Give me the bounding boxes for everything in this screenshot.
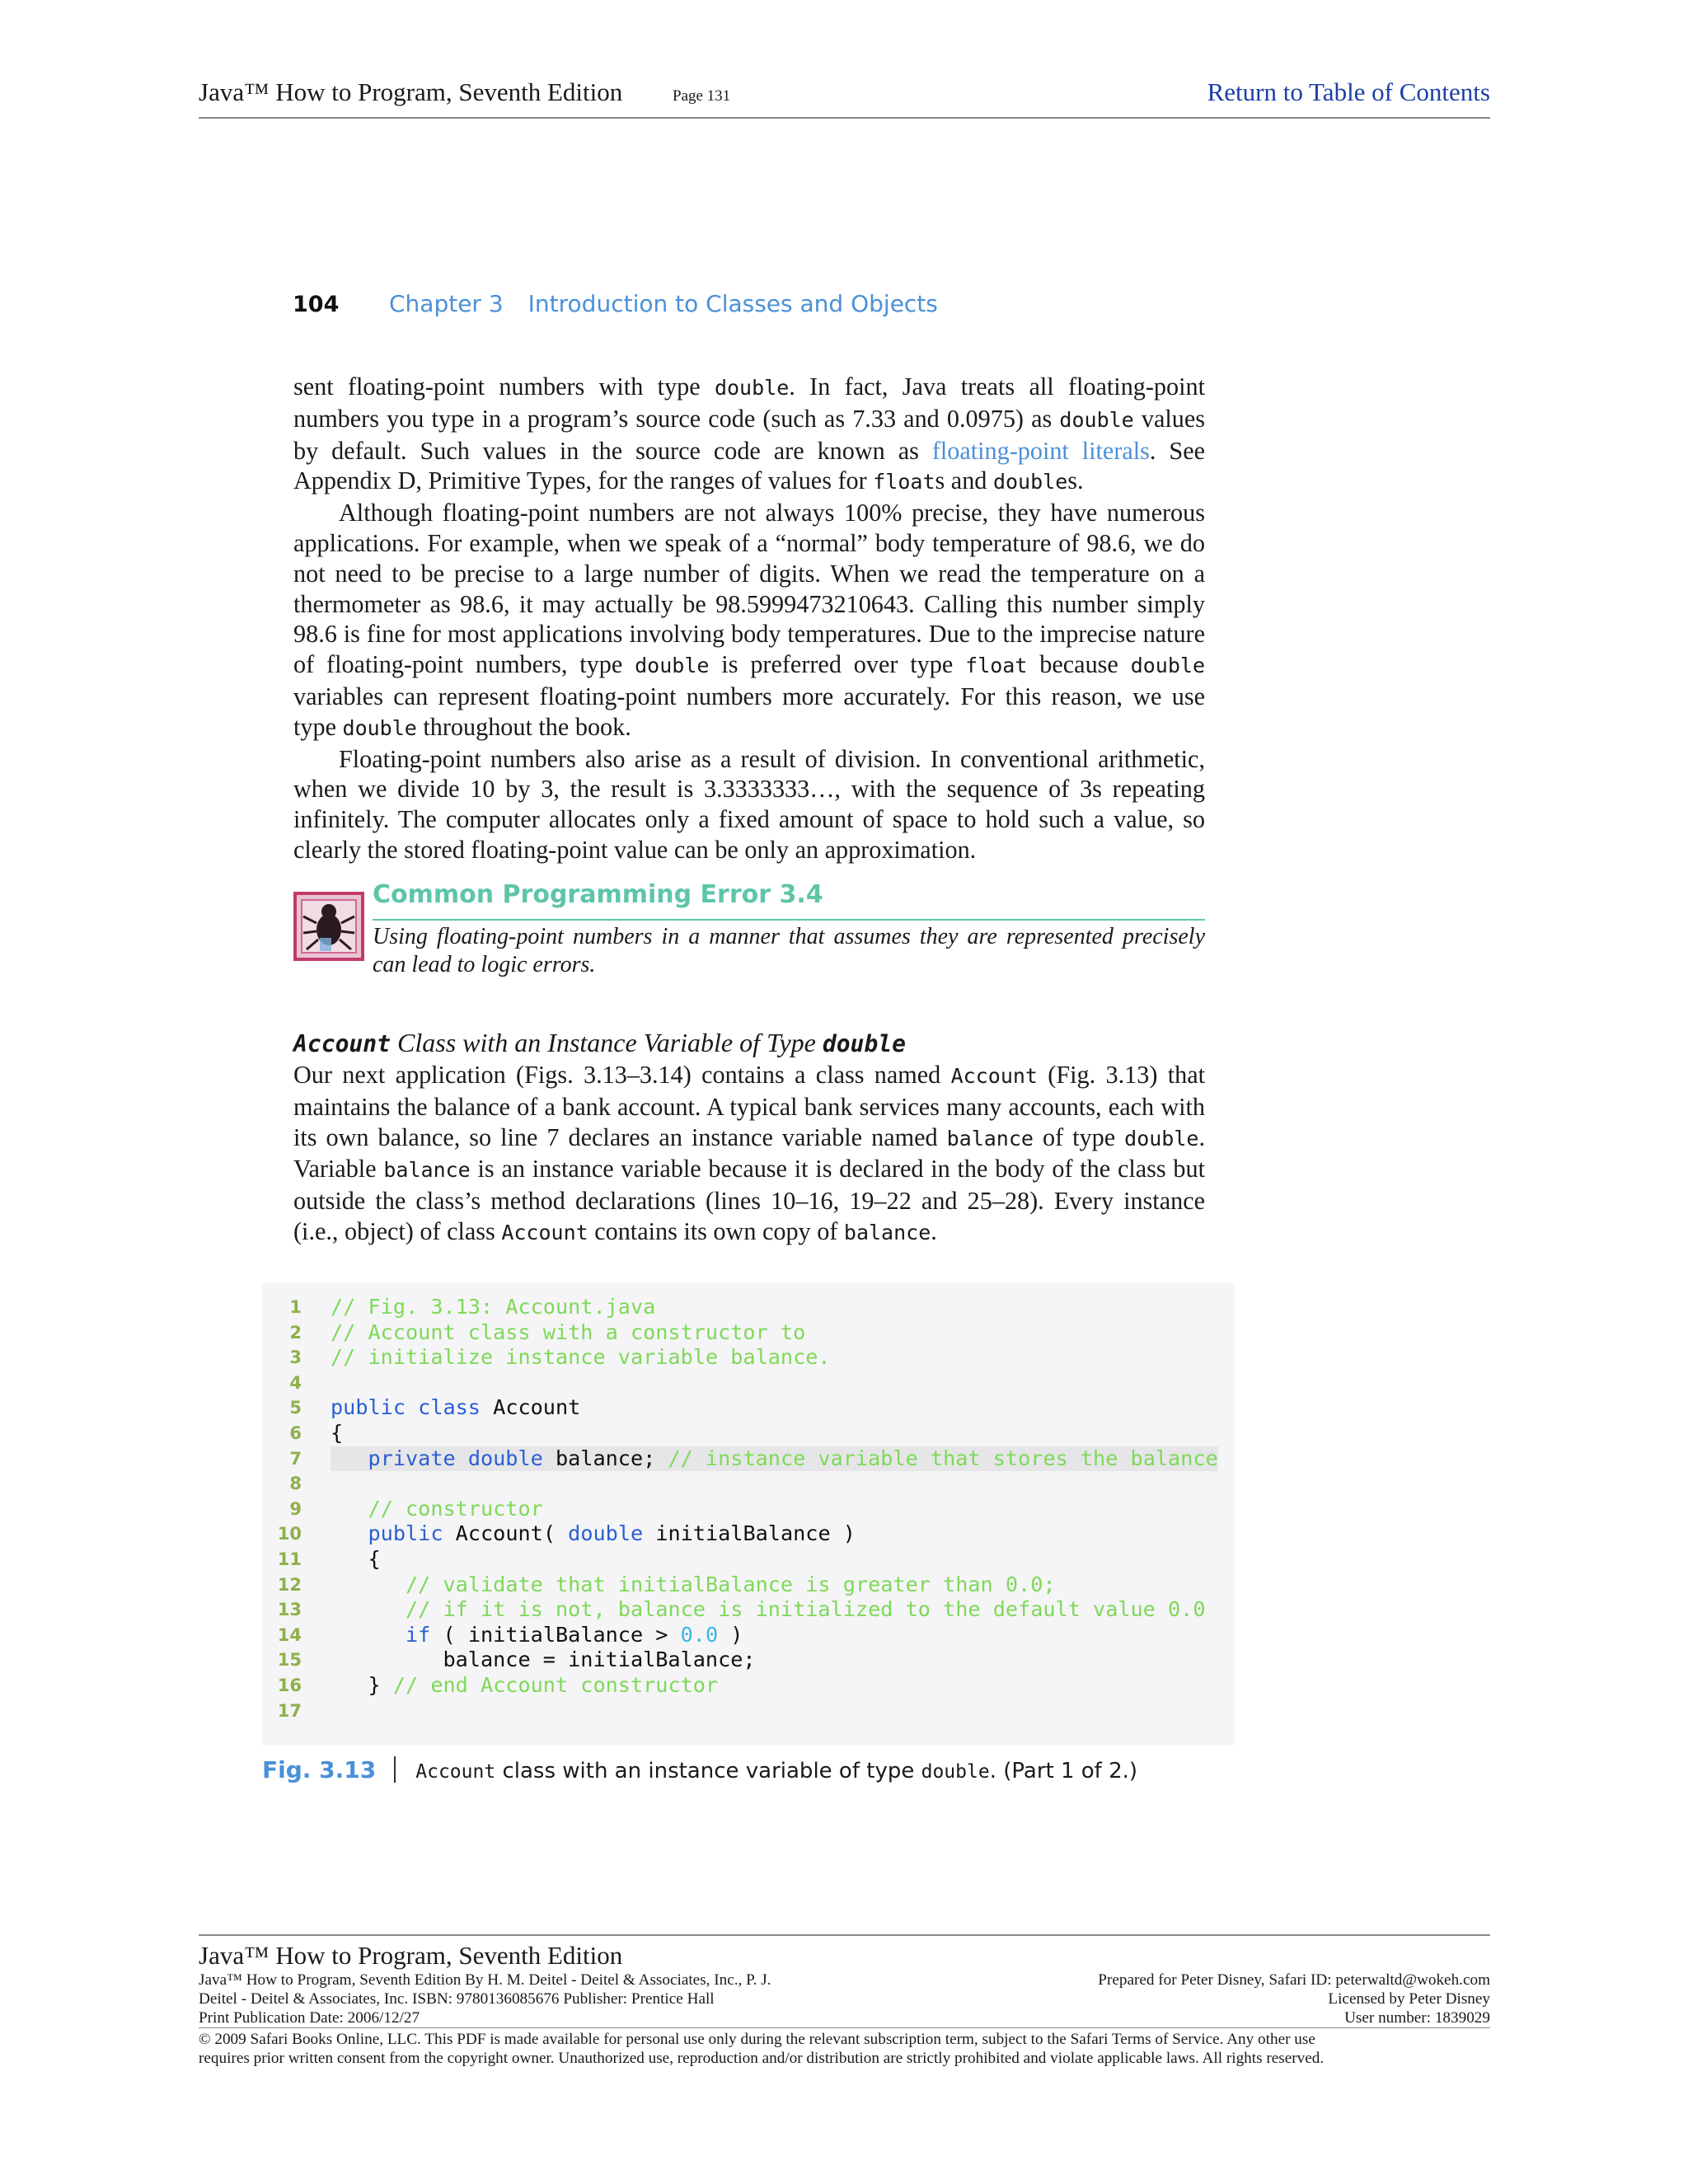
- code-source: [331, 1345, 831, 1371]
- text-run: s and: [935, 466, 993, 495]
- text-run: is an instance variable because it is declared in the body of the class but outside the class’s method declarations (lines 10–16, 19–22 and 25–28). Every instance (i.e., object) of class: [293, 1155, 1206, 1245]
- line-number: 6: [289, 1422, 302, 1443]
- code-source: [331, 1572, 1056, 1598]
- code-line: [262, 1320, 1235, 1346]
- text-run: . In fact, Java treats all floating-point numbers you type in a program’s source code (such as 7.33 and 0.0975) as: [293, 373, 1205, 433]
- code-token: [331, 1497, 368, 1521]
- figure-caption: [262, 1754, 1137, 1787]
- line-number: 17: [277, 1700, 302, 1721]
- code-token: // Fig. 3.13: Account.java: [331, 1295, 656, 1319]
- paragraph: [293, 1060, 1205, 1249]
- inline-code: double: [1059, 407, 1134, 432]
- inline-code: balance: [843, 1220, 931, 1244]
- inline-code: double: [1130, 654, 1205, 678]
- code-token: balance = initialBalance;: [331, 1647, 756, 1672]
- body-text-block: [293, 1060, 1205, 1249]
- code-line: [262, 1673, 1235, 1699]
- code-token: {: [331, 1420, 344, 1445]
- line-number: 12: [277, 1574, 302, 1595]
- footer-prepared-for: Prepared for Peter Disney, Safari ID: peterwaltd@wokeh.com: [1098, 1971, 1490, 1989]
- code-token: ): [718, 1622, 743, 1647]
- line-number: 1: [289, 1297, 302, 1317]
- chapter-heading: [389, 290, 938, 317]
- book-page-number: 104: [293, 292, 340, 317]
- footer-copyright: requires prior written consent from the copyright owner. Unauthorized use, reproduction and/or distribution are strictly prohibited and violate applicable laws. All rights reserved.: [199, 2050, 1325, 2067]
- code-source: [331, 1395, 580, 1421]
- code-token: Account: [480, 1395, 581, 1420]
- code-token: [331, 1572, 406, 1596]
- key-term: floating-point literals: [931, 436, 1150, 465]
- return-to-toc-link[interactable]: Return to Table of Contents: [1207, 77, 1490, 106]
- code-line: [262, 1572, 1235, 1598]
- text-run: Although floating-point numbers are not always 100% precise, they have numerous applications. For example, when we speak of a “normal” body temperature of 98.6, we do not need to be precise to a large number of digits. When we read the temperature on a thermometer as 98.6, it may actually be 98.5999473210643. Calling this number simply 98.6 is fine for most applications involving body temperatures. Due to the imprecise nature of floating-point numbers, type: [293, 499, 1205, 679]
- caption-separator: [394, 1756, 396, 1783]
- code-line: [262, 1623, 1235, 1648]
- code-source: [331, 1673, 718, 1699]
- code-lines: [262, 1295, 1235, 1723]
- line-number: 9: [289, 1498, 302, 1519]
- header-page-label: Page 131: [673, 87, 731, 105]
- line-number: 5: [289, 1398, 302, 1418]
- footer-copyright: © 2009 Safari Books Online, LLC. This PDF is made available for personal use only during the relevant subscription term, subject to the Safari Terms of Service. Any other use: [199, 2031, 1315, 2048]
- code-line: [262, 1547, 1235, 1572]
- text-run: because: [1027, 650, 1131, 679]
- code-token: // validate that initialBalance is greater than 0.0;: [406, 1572, 1056, 1596]
- line-number: 2: [289, 1322, 302, 1343]
- code-token: [331, 1597, 406, 1621]
- code-token: 0.0: [680, 1622, 719, 1647]
- inline-code: double: [635, 654, 710, 678]
- inline-code: balance: [383, 1158, 471, 1183]
- inline-code: double: [992, 470, 1068, 494]
- inline-code: double: [714, 376, 790, 400]
- code-source: [331, 1446, 1218, 1472]
- cpe-divider: [373, 919, 1205, 921]
- inline-code: double: [822, 1030, 906, 1057]
- footer-book-title: Java™ How to Program, Seventh Edition: [199, 1941, 623, 1970]
- code-source: [331, 1521, 856, 1547]
- code-line: [262, 1597, 1235, 1623]
- code-token: Account(: [443, 1521, 569, 1546]
- text-run: . (Part 1 of 2.): [989, 1759, 1138, 1783]
- text-run: Our next application (Figs. 3.13–3.14) contains a class named: [293, 1061, 951, 1089]
- text-run: of type: [1033, 1122, 1125, 1151]
- text-run: .: [931, 1216, 937, 1245]
- paragraph: Floating-point numbers also arise as a result of division. In conventional arithmetic, when we divide 10 by 3, the result is 3.3333333…, with the sequence of 3s repeating infinitely. The computer allocates only a fixed amount of space to hold such a value, so clearly the stored floating-point value can be only an approximation.: [293, 744, 1205, 864]
- inline-code: float: [965, 654, 1028, 678]
- code-token: // initialize instance variable balance.: [331, 1345, 831, 1370]
- text-run: . See Appendix D, Primitive Types, for the ranges of values for: [293, 436, 1206, 495]
- figure-number: Fig. 3.13: [262, 1756, 377, 1783]
- line-number: 3: [289, 1347, 302, 1368]
- code-token: public class: [331, 1395, 481, 1420]
- line-number: 11: [277, 1549, 302, 1569]
- inline-code: Account: [950, 1064, 1038, 1088]
- code-line: [262, 1395, 1235, 1421]
- chapter-title: Introduction to Classes and Objects: [528, 290, 938, 317]
- code-token: private double: [368, 1446, 543, 1470]
- code-line: [262, 1521, 1235, 1547]
- code-token: if: [406, 1622, 431, 1647]
- text-run: throughout the book.: [416, 712, 631, 741]
- code-line: [262, 1421, 1235, 1446]
- bug-icon: [293, 892, 364, 961]
- text-run: values by default. Such values in the source code are known as: [293, 404, 1205, 465]
- line-number: 15: [277, 1650, 302, 1671]
- inline-code: Account: [293, 1030, 392, 1057]
- code-line: [262, 1647, 1235, 1673]
- footer-user-number: User number: 1839029: [1344, 2009, 1490, 2027]
- cpe-text: Using floating-point numbers in a manner that assumes they are represented precisely can lead to logic errors.: [373, 924, 1205, 977]
- code-line: [262, 1295, 1235, 1320]
- paragraph: [293, 372, 1205, 498]
- footer-citation-line: Java™ How to Program, Seventh Edition By H. M. Deitel - Deitel & Associates, Inc., P. J.: [199, 1971, 771, 1989]
- page-footer: [199, 1934, 1490, 2067]
- code-source: [331, 1647, 756, 1673]
- code-source: [331, 1623, 743, 1648]
- code-source: [331, 1421, 343, 1446]
- text-run: variables can represent floating-point numbers more accurately. For this reason, we use type: [293, 682, 1205, 741]
- code-line: [262, 1471, 1235, 1497]
- code-line: [262, 1446, 1235, 1472]
- text-run: . Variable: [293, 1122, 1205, 1183]
- line-number: 7: [289, 1448, 302, 1469]
- line-number: 10: [277, 1524, 302, 1544]
- footer-print-date: Print Publication Date: 2006/12/27: [199, 2009, 420, 2027]
- code-token: [331, 1521, 368, 1545]
- inline-code: double: [342, 715, 417, 740]
- line-number: 8: [289, 1474, 302, 1494]
- text-run: s.: [1067, 466, 1084, 495]
- text-run: is preferred over type: [709, 650, 966, 679]
- code-source: [331, 1547, 381, 1572]
- code-token: // if it is not, balance is initialized to the default value 0.0: [406, 1597, 1206, 1622]
- inline-code: double: [1124, 1126, 1199, 1151]
- code-token: // Account class with a constructor to: [331, 1319, 806, 1344]
- text-run: sent floating-point numbers with type: [293, 373, 715, 401]
- code-token: // end Account constructor: [392, 1672, 719, 1697]
- code-token: {: [331, 1546, 381, 1571]
- code-source: [331, 1320, 805, 1346]
- code-token: // instance variable that stores the balance: [668, 1446, 1218, 1470]
- text-run: Class with an Instance Variable of Type: [391, 1028, 823, 1057]
- code-line: [262, 1699, 1235, 1724]
- inline-code: float: [873, 470, 935, 494]
- text-run: contains its own copy of: [588, 1216, 844, 1245]
- footer-licensed-by: Licensed by Peter Disney: [1328, 1990, 1490, 2008]
- inline-code: double: [921, 1761, 990, 1783]
- code-source: [331, 1295, 655, 1320]
- code-token: [331, 1446, 368, 1470]
- running-header: [199, 76, 1490, 119]
- line-number: 13: [277, 1600, 302, 1620]
- paragraph: [293, 498, 1205, 743]
- code-token: double: [568, 1521, 644, 1546]
- common-programming-error-box: [293, 880, 1205, 987]
- text-run: (Fig. 3.13) that maintains the balance of a bank account. A typical bank services many accounts, each with its own balance, so line 7 declares an instance variable named: [293, 1061, 1205, 1151]
- code-line: [262, 1345, 1235, 1371]
- chapter-label: Chapter 3: [389, 290, 504, 317]
- inline-code: Account: [501, 1220, 588, 1244]
- line-number: 4: [289, 1372, 302, 1393]
- code-token: initialBalance ): [643, 1521, 856, 1546]
- code-token: [331, 1623, 406, 1647]
- code-source: [331, 1497, 543, 1522]
- code-token: // constructor: [368, 1496, 543, 1521]
- footer-divider: [199, 2027, 1490, 2028]
- body-text-block: [293, 372, 1205, 865]
- code-token: ( initialBalance >: [430, 1622, 681, 1647]
- code-token: }: [331, 1672, 393, 1697]
- footer-citation-line: Deitel - Deitel & Associates, Inc. ISBN: 9780136085676 Publisher: Prentice Hall: [199, 1990, 715, 2008]
- code-listing: [262, 1283, 1235, 1745]
- code-line: [262, 1371, 1235, 1396]
- section-heading: [293, 1028, 906, 1058]
- code-line: [262, 1497, 1235, 1522]
- inline-code: balance: [946, 1126, 1034, 1151]
- cpe-title: Common Programming Error 3.4: [373, 880, 823, 909]
- line-number: 16: [277, 1675, 302, 1695]
- inline-code: Account: [415, 1761, 496, 1783]
- header-book-title: Java™ How to Program, Seventh Edition: [199, 77, 623, 106]
- text-run: class with an instance variable of type: [495, 1759, 921, 1783]
- line-number: 14: [277, 1624, 302, 1645]
- code-token: public: [368, 1521, 443, 1546]
- code-token: balance;: [542, 1446, 668, 1470]
- code-source: [331, 1597, 1206, 1623]
